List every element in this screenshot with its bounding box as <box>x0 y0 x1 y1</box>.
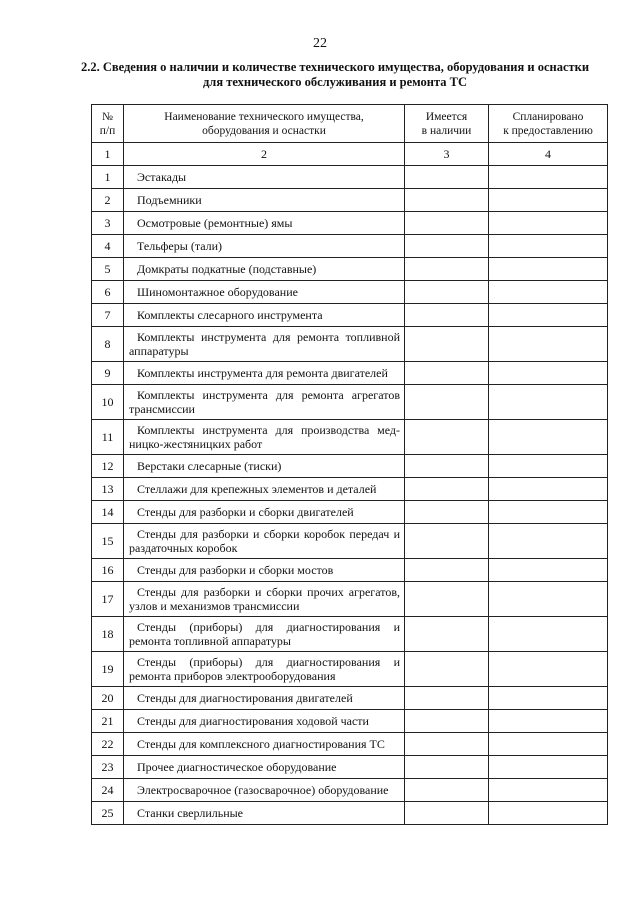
row-name: Верстаки слесарные (тиски) <box>137 459 282 473</box>
row-number: 6 <box>92 281 124 304</box>
available-cell <box>405 802 489 825</box>
planned-cell <box>489 524 608 559</box>
table-body <box>92 166 608 825</box>
planned-cell <box>489 652 608 687</box>
planned-cell <box>489 385 608 420</box>
planned-cell <box>489 420 608 455</box>
row-name: Комплекты инструмента для ремонта топливной аппаратуры <box>129 330 400 358</box>
row-name-cell <box>124 733 405 756</box>
table-row <box>92 212 608 235</box>
header-available <box>405 105 489 143</box>
planned-cell <box>489 304 608 327</box>
table-row <box>92 166 608 189</box>
table-row <box>92 582 608 617</box>
planned-cell <box>489 617 608 652</box>
available-cell <box>405 687 489 710</box>
available-cell <box>405 420 489 455</box>
table-row <box>92 327 608 362</box>
row-name: Стеллажи для крепежных элементов и деталей <box>137 482 377 496</box>
row-name-cell <box>124 652 405 687</box>
table-row <box>92 779 608 802</box>
row-name-cell <box>124 212 405 235</box>
row-name: Стенды (приборы) для диагностирования и ремонта топливной аппаратуры <box>129 620 400 648</box>
row-name-cell <box>124 189 405 212</box>
row-number: 1 <box>92 166 124 189</box>
row-number: 10 <box>92 385 124 420</box>
row-name-cell <box>124 420 405 455</box>
available-cell <box>405 756 489 779</box>
row-name-cell <box>124 582 405 617</box>
available-cell <box>405 478 489 501</box>
page-number: 22 <box>313 36 327 51</box>
planned-cell <box>489 802 608 825</box>
row-number: 21 <box>92 710 124 733</box>
row-number: 4 <box>92 235 124 258</box>
column-number: 3 <box>405 143 489 166</box>
column-number-row <box>92 143 608 166</box>
row-number: 16 <box>92 559 124 582</box>
available-cell <box>405 281 489 304</box>
row-number: 22 <box>92 733 124 756</box>
available-cell <box>405 733 489 756</box>
table-header-row <box>92 105 608 143</box>
row-name: Электросварочное (газосварочное) оборудование <box>137 783 389 797</box>
row-name: Эстакады <box>137 170 187 184</box>
table-row <box>92 524 608 559</box>
row-name-cell <box>124 779 405 802</box>
planned-cell <box>489 455 608 478</box>
header-name <box>124 105 405 143</box>
row-number: 25 <box>92 802 124 825</box>
available-cell <box>405 455 489 478</box>
planned-cell <box>489 362 608 385</box>
row-name: Стенды для диагностирования ходовой части <box>137 714 369 728</box>
table-row <box>92 385 608 420</box>
row-name: Стенды для разборки и сборки прочих агрегатов, узлов и механизмов трансмиссии <box>129 585 400 613</box>
row-number: 9 <box>92 362 124 385</box>
row-number: 23 <box>92 756 124 779</box>
row-name: Комплекты слесарного инструмента <box>137 308 323 322</box>
row-name-cell <box>124 235 405 258</box>
column-number: 4 <box>489 143 608 166</box>
row-number: 2 <box>92 189 124 212</box>
header-planned-line-2: к предоставлению <box>503 124 593 137</box>
table-row <box>92 281 608 304</box>
header-available-line-1: Имеется <box>425 110 468 123</box>
row-name: Подъемники <box>137 193 202 207</box>
available-cell <box>405 258 489 281</box>
row-name: Комплекты инструмента для ремонта агрегатов трансмиссии <box>129 388 400 416</box>
row-number: 20 <box>92 687 124 710</box>
table-row <box>92 687 608 710</box>
available-cell <box>405 710 489 733</box>
table-row <box>92 733 608 756</box>
row-name: Шиномонтажное оборудование <box>137 285 298 299</box>
header-planned <box>489 105 608 143</box>
row-number: 15 <box>92 524 124 559</box>
header-number-line-1: № <box>102 110 113 123</box>
available-cell <box>405 559 489 582</box>
row-number: 24 <box>92 779 124 802</box>
planned-cell <box>489 258 608 281</box>
row-name: Стенды для разборки и сборки двигателей <box>137 505 354 519</box>
available-cell <box>405 617 489 652</box>
available-cell <box>405 362 489 385</box>
table-row <box>92 710 608 733</box>
section-title <box>70 60 600 90</box>
row-name: Стенды для диагностирования двигателей <box>137 691 353 705</box>
row-name-cell <box>124 710 405 733</box>
table-row <box>92 617 608 652</box>
available-cell <box>405 235 489 258</box>
row-name: Стенды для разборки и сборки мостов <box>137 563 334 577</box>
available-cell <box>405 582 489 617</box>
row-name-cell <box>124 281 405 304</box>
row-number: 7 <box>92 304 124 327</box>
planned-cell <box>489 756 608 779</box>
table-row <box>92 258 608 281</box>
planned-cell <box>489 478 608 501</box>
table-row <box>92 304 608 327</box>
row-name-cell <box>124 802 405 825</box>
available-cell <box>405 524 489 559</box>
planned-cell <box>489 687 608 710</box>
row-name-cell <box>124 501 405 524</box>
planned-cell <box>489 235 608 258</box>
header-name-line-2: оборудования и оснастки <box>202 124 326 137</box>
row-name-cell <box>124 304 405 327</box>
available-cell <box>405 385 489 420</box>
available-cell <box>405 189 489 212</box>
row-name-cell <box>124 385 405 420</box>
available-cell <box>405 501 489 524</box>
planned-cell <box>489 710 608 733</box>
planned-cell <box>489 559 608 582</box>
available-cell <box>405 304 489 327</box>
row-name-cell <box>124 258 405 281</box>
planned-cell <box>489 212 608 235</box>
row-name-cell <box>124 687 405 710</box>
planned-cell <box>489 327 608 362</box>
row-number: 13 <box>92 478 124 501</box>
row-name-cell <box>124 559 405 582</box>
table-row <box>92 478 608 501</box>
header-available-line-2: в наличии <box>421 124 472 137</box>
available-cell <box>405 166 489 189</box>
row-number: 17 <box>92 582 124 617</box>
planned-cell <box>489 733 608 756</box>
table-row <box>92 756 608 779</box>
row-number: 11 <box>92 420 124 455</box>
column-number: 1 <box>92 143 124 166</box>
row-name: Комплекты инструмента для ремонта двигателей <box>137 366 388 380</box>
section-title-line-2: для технического обслуживания и ремонта ТС <box>202 75 467 89</box>
row-name: Домкраты подкатные (подставные) <box>137 262 317 276</box>
table-row <box>92 559 608 582</box>
available-cell <box>405 212 489 235</box>
row-name-cell <box>124 166 405 189</box>
row-name: Прочее диагностическое оборудование <box>137 760 337 774</box>
header-number-line-2: п/п <box>99 124 116 137</box>
table-row <box>92 455 608 478</box>
row-number: 8 <box>92 327 124 362</box>
planned-cell <box>489 582 608 617</box>
available-cell <box>405 652 489 687</box>
row-number: 18 <box>92 617 124 652</box>
row-number: 12 <box>92 455 124 478</box>
row-name: Тельферы (тали) <box>137 239 223 253</box>
row-number: 5 <box>92 258 124 281</box>
section-title-line-1: 2.2. Сведения о наличии и количестве технического имущества, оборудования и оснастки <box>80 60 590 74</box>
table-row <box>92 362 608 385</box>
row-name-cell <box>124 362 405 385</box>
row-name: Стенды для разборки и сборки коробок передач и раздаточных коробок <box>129 527 400 555</box>
row-name: Станки сверлильные <box>137 806 244 820</box>
table-row <box>92 420 608 455</box>
row-name-cell <box>124 478 405 501</box>
table-row <box>92 235 608 258</box>
table-row <box>92 501 608 524</box>
column-number: 2 <box>124 143 405 166</box>
row-number: 14 <box>92 501 124 524</box>
available-cell <box>405 779 489 802</box>
header-name-line-1: Наименование технического имущества, <box>164 110 364 123</box>
row-name-cell <box>124 327 405 362</box>
header-planned-line-1: Спланировано <box>512 110 584 123</box>
row-name: Стенды (приборы) для диагностирования и ремонта приборов электрооборудования <box>129 655 400 683</box>
row-name-cell <box>124 617 405 652</box>
available-cell <box>405 327 489 362</box>
row-name-cell <box>124 455 405 478</box>
row-name: Комплекты инструмента для производства мед-ницко-жестяницких работ <box>129 423 400 451</box>
row-name: Осмотровые (ремонтные) ямы <box>137 216 293 230</box>
table-row <box>92 189 608 212</box>
row-name-cell <box>124 524 405 559</box>
planned-cell <box>489 501 608 524</box>
header-number <box>92 105 124 143</box>
row-name: Стенды для комплексного диагностирования ТС <box>137 737 385 751</box>
planned-cell <box>489 281 608 304</box>
planned-cell <box>489 166 608 189</box>
row-number: 3 <box>92 212 124 235</box>
row-number: 19 <box>92 652 124 687</box>
table-row <box>92 652 608 687</box>
equipment-table <box>91 104 608 825</box>
row-name-cell <box>124 756 405 779</box>
planned-cell <box>489 189 608 212</box>
planned-cell <box>489 779 608 802</box>
table-row <box>92 802 608 825</box>
